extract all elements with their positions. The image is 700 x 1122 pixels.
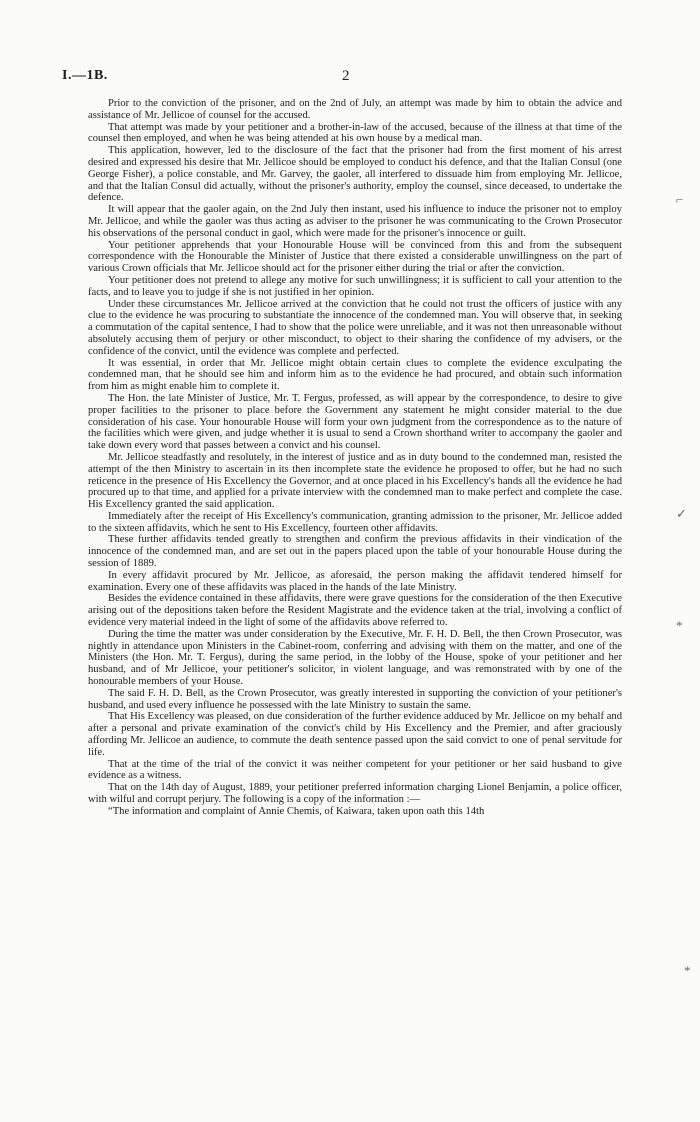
- margin-mark: ✓: [676, 506, 687, 521]
- paragraph: Prior to the conviction of the prisoner, and on the 2nd of July, an attempt was made by him to obtain the advice and assistance of Mr. Jellicoe of counsel for the accused.: [88, 98, 622, 121]
- document-code: I.—1B.: [62, 68, 108, 83]
- paragraph: It was essential, in order that Mr. Jellicoe might obtain certain clues to complete the evidence exculpating the condemned man, that he should see him and inform him as to the evidence he had procured, and obtain such information from him as might enable him to complete it.: [88, 357, 622, 393]
- margin-mark: *: [684, 963, 691, 978]
- paragraph: In every affidavit procured by Mr. Jellicoe, as aforesaid, the person making the affidavit tendered himself for examination. Every one of these affidavits was placed in the hands of the late Ministry.: [88, 569, 622, 593]
- page-header: [62, 68, 630, 88]
- paragraph: That attempt was made by your petitioner and a brother-in-law of the accused, because of the illness at that time of the counsel then employed, and when he was being attended at his own house by a medical man.: [88, 121, 622, 145]
- document-body: [88, 98, 622, 818]
- paragraph: The Hon. the late Minister of Justice, Mr. T. Fergus, professed, as will appear by the correspondence, to desire to give proper facilities to the prisoner to place before the Government any statement he might consider material to the due consideration of his case. Your honourable House will form your own judgment from the correspondence as to the nature of the facilities which were given, and judge whether it is usual to send a Crown shorthand writer to accompany the gaoler and take down every word that passes between a convict and his counsel.: [88, 392, 622, 452]
- paragraph: Your petitioner does not pretend to allege any motive for such unwillingness; it is sufficient to call your attention to the facts, and to leave you to judge if she is not justified in her opinion.: [88, 274, 622, 298]
- paragraph: These further affidavits tended greatly to strengthen and confirm the previous affidavits in their vindication of the innocence of the condemned man, and are set out in the papers placed upon the table of your honourable House during the session of 1889.: [88, 534, 622, 570]
- paragraph: That at the time of the trial of the convict it was neither competent for your petitioner or her said husband to give evidence as a witness.: [88, 758, 622, 782]
- paragraph: Your petitioner apprehends that your Honourable House will be convinced from this and from the subsequent correspondence with the Honourable the Minister of Justice that there existed a considerable unwillingness on the part of various Crown officials that Mr. Jellicoe should act for the prisoner either during the trial or after the conviction.: [88, 239, 622, 275]
- paragraph: Immediately after the receipt of His Excellency's communication, granting admission to the prisoner, Mr. Jellicoe added to the sixteen affidavits, which he sent to His Excellency, fourteen other affidavits.: [88, 510, 622, 534]
- paragraph: This application, however, led to the disclosure of the fact that the prisoner had from the first moment of his arrest desired and expressed his desire that Mr. Jellicoe should be employed to conduct his defence, and that the Italian Consul (one George Fisher), a police constable, and Mr. Garvey, the gaoler, all interfered to dissuade him from employing Mr. Jellicoe, and that the Italian Consul did actually, without the prisoner's authority, employ the counsel, since deceased, to undertake the defence.: [88, 145, 622, 204]
- paragraph: Besides the evidence contained in these affidavits, there were grave questions for the consideration of the then Executive arising out of the depositions taken before the Resident Magistrate and the evidence taken at the trial, involving a conflict of evidence very material indeed in the light of some of the affidavits above referred to.: [88, 593, 622, 629]
- page-number: 2: [342, 68, 350, 84]
- paragraph: During the time the matter was under consideration by the Executive, Mr. F. H. D. Bell, the then Crown Prosecutor, was nightly in attendance upon Ministers in the Cabinet-room, conferring and advising with them on the matter, and one of the Ministers (the Hon. Mr. T. Fergus), during the same period, in the lobby of the House, spoke of your petitioner and her husband, and of Mr Jellicoe, your petitioner's solicitor, in violent language, and was remonstrated with by one of the honourable members of your House.: [88, 628, 622, 688]
- paragraph: “The information and complaint of Annie Chemis, of Kaiwara, taken upon oath this 14th: [108, 805, 485, 817]
- paragraph: Mr. Jellicoe steadfastly and resolutely, in the interest of justice and as in duty bound to the condemned man, resisted the attempt of the then Ministry to ascertain in its then incomplete state the evidence he proposed to offer, but he had no such reticence in the presence of His Excellency the Governor, and at once placed in his Excellency's hands all the evidence he had procured up to that time, and applied for a private interview with the condemned man to make perfect and complete the case. His Excellency granted the said application.: [88, 451, 622, 511]
- paragraph: It will appear that the gaoler again, on the 2nd July then instant, used his influence to induce the prisoner not to employ Mr. Jellicoe, and while the gaoler was thus acting as adviser to the prisoner he was communicating to the Crown Prosecutor his observations of the personal conduct in gaol, which were made for the prisoner's innocence or guilt.: [88, 204, 622, 239]
- margin-mark: *: [676, 618, 683, 633]
- paragraph: The said F. H. D. Bell, as the Crown Prosecutor, was greatly interested in supporting the conviction of your petitioner's husband, and used every influence he possessed with the late Ministry to sustain the same.: [88, 687, 622, 711]
- paragraph: That His Excellency was pleased, on due consideration of the further evidence adduced by Mr. Jellicoe on my behalf and after a personal and private examination of the convict's child by His Excellency and the Premier, and after graciously affording Mr. Jellicoe an audience, to commute the death sentence passed upon the said convict to one of penal servitude for life.: [88, 711, 622, 758]
- paragraph: That on the 14th day of August, 1889, your petitioner preferred information charging Lionel Benjamin, a police officer, with wilful and corrupt perjury. The following is a copy of the information :—: [88, 782, 622, 806]
- paragraph: Under these circumstances Mr. Jellicoe arrived at the conviction that he could not trust the officers of justice with any clue to the evidence he was procuring to substantiate the innocence of the condemned man. You will observe that, in seeking a commutation of the capital sentence, I had to show that the police were unreliable, and it was not then unreasonable without absolutely accusing them of perjury or other misconduct, to object to their sharing the confidence of my advisers, or the confidence of the convict, until the evidence was complete and perfected.: [88, 298, 622, 357]
- margin-mark: ⌐: [676, 192, 684, 207]
